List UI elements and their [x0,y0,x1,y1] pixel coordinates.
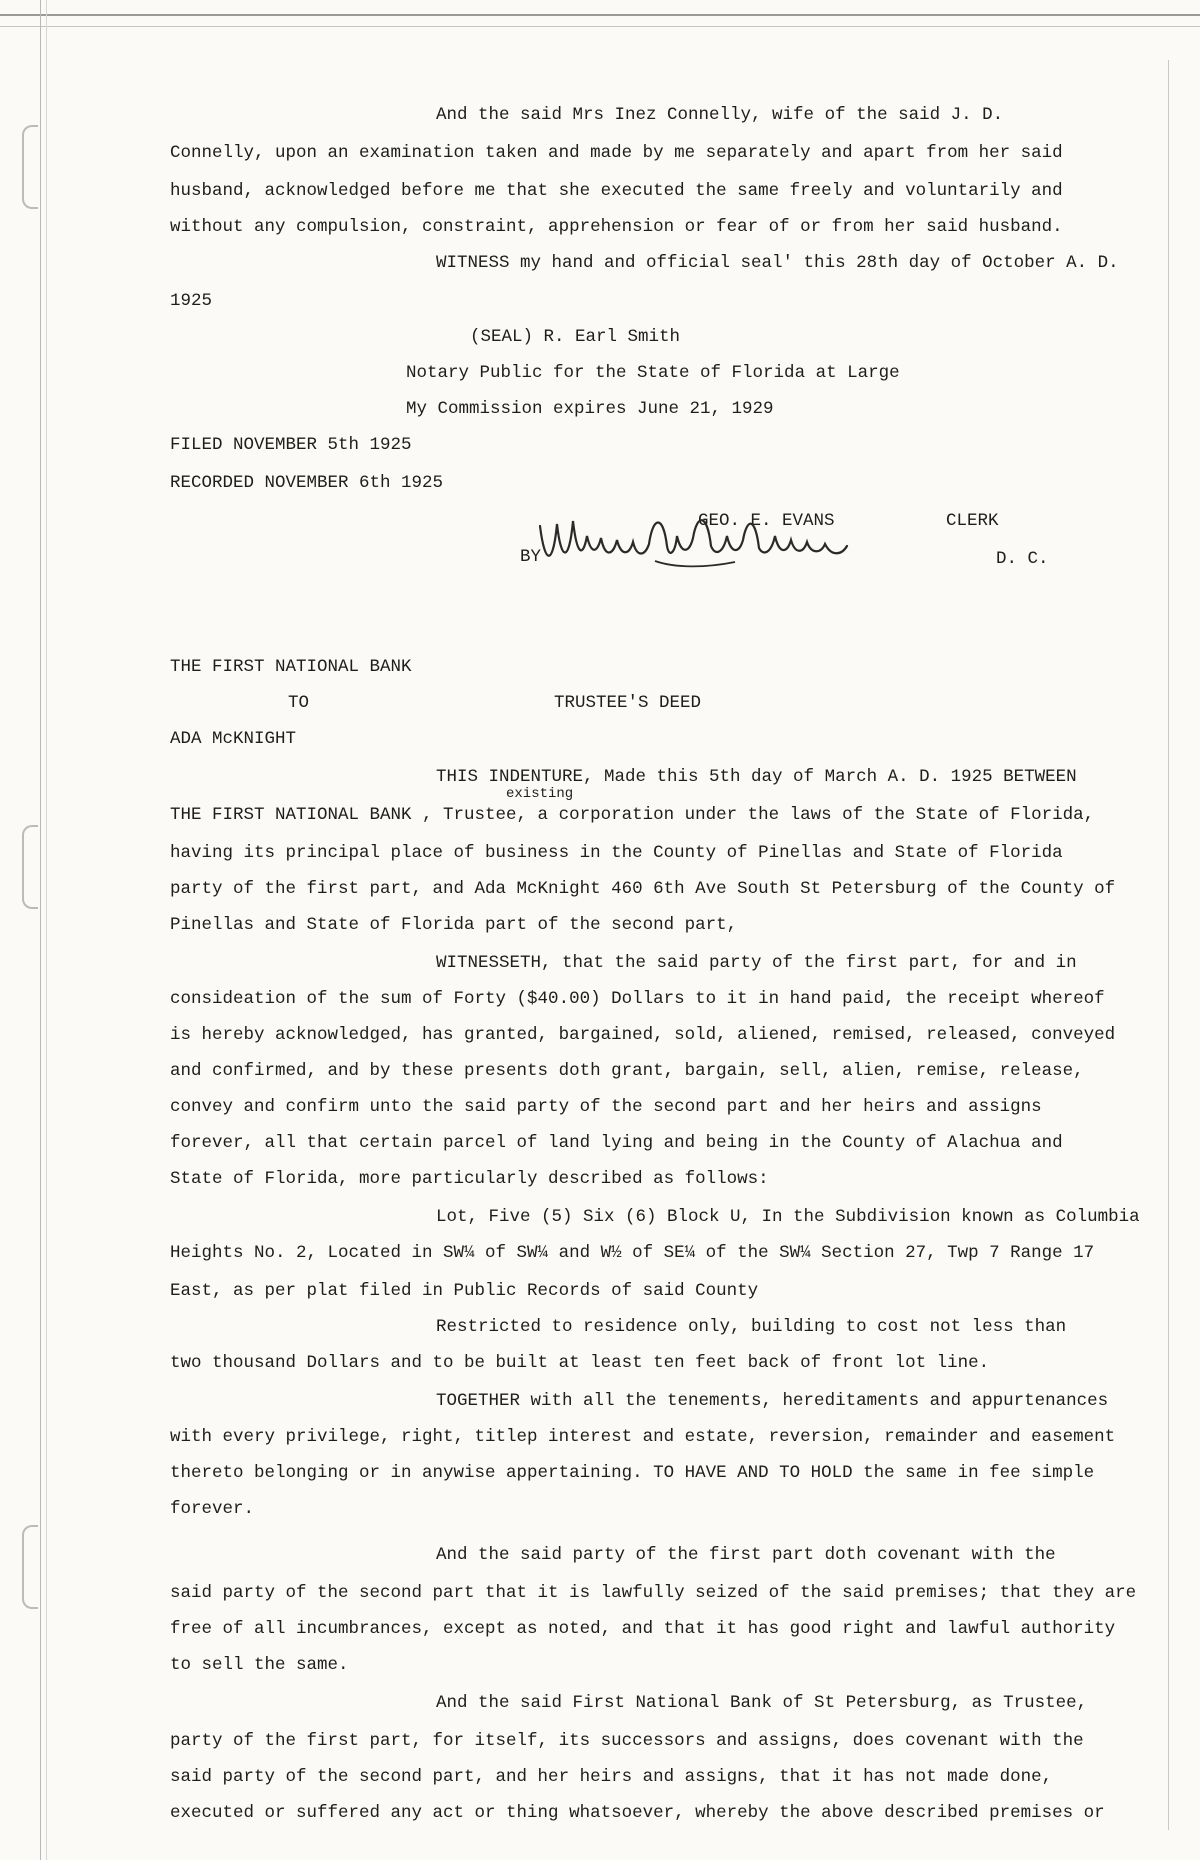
deed-line-7: consideation of the sum of Forty ($40.00) Dollars to it in hand paid, the receipt whereof [170,989,1105,1009]
notary-seal-line: (SEAL) R. Earl Smith [470,327,681,347]
deed-line-25: to sell the same. [170,1655,349,1675]
binder-ring-icon [22,825,38,909]
ack-line-2: Connelly, upon an examination taken and made by me separately and apart from her said [170,143,1063,163]
deed-line-3: having its principal place of business in the County of Pinellas and State of Florida [170,843,1063,863]
deed-line-13: Lot, Five (5) Six (6) Block U, In the Subdivision known as Columbia [436,1207,1140,1227]
deed-line-10: convey and confirm unto the said party of the second part and her heirs and assigns [170,1097,1042,1117]
deed-line-12: State of Florida, more particularly described as follows: [170,1169,769,1189]
clerk-name: GEO. E. EVANS [698,511,835,531]
deed-line-17: two thousand Dollars and to be built at least ten feet back of front lot line. [170,1353,990,1373]
deed-line-23: said party of the second part that it is lawfully seized of the said premises; that they are [170,1583,1137,1603]
grantor-heading: THE FIRST NATIONAL BANK [170,657,412,677]
left-margin-rule [40,0,41,1860]
clerk-title: CLERK [946,511,999,531]
filed-date: FILED NOVEMBER 5th 1925 [170,435,412,455]
ack-year: 1925 [170,291,213,311]
ack-line-1: And the said Mrs Inez Connelly, wife of the said J. D. [436,105,1004,125]
deed-line-20: thereto belonging or in anywise appertaining. TO HAVE AND TO HOLD the same in fee simple [170,1463,1095,1483]
deputy-clerk-signature [535,506,875,576]
deed-line-4: party of the first part, and Ada McKnight 460 6th Ave South St Petersburg of the County of [170,879,1116,899]
deed-line-24: free of all incumbrances, except as noted, and that it has good right and lawful authority [170,1619,1116,1639]
deputy-clerk-title: D. C. [996,549,1049,569]
notary-title: Notary Public for the State of Florida at Large [406,363,900,383]
deed-line-2: THE FIRST NATIONAL BANK , Trustee, a corporation under the laws of the State of Florida, [170,805,1095,825]
recorded-date: RECORDED NOVEMBER 6th 1925 [170,473,444,493]
deed-type-heading: TRUSTEE'S DEED [554,693,702,713]
by-label: BY [520,547,542,567]
deed-line-28: said party of the second part, and her heirs and assigns, that it has not made done, [170,1767,1053,1787]
deed-line-18: TOGETHER with all the tenements, hereditaments and appurtenances [436,1391,1109,1411]
deed-line-8: is hereby acknowledged, has granted, bargained, sold, aliened, remised, released, conveyed [170,1025,1116,1045]
deed-line-29: executed or suffered any act or thing whatsoever, whereby the above described premises or [170,1803,1105,1823]
deed-line-19: with every privilege, right, titlep interest and estate, reversion, remainder and easement [170,1427,1116,1447]
ack-line-4: without any compulsion, constraint, apprehension or fear of or from her said husband. [170,217,1063,237]
deed-line-15: East, as per plat filed in Public Records of said County [170,1281,759,1301]
deed-line-14: Heights No. 2, Located in SW¼ of SW¼ and W½ of SE¼ of the SW¼ Section 27, Twp 7 Range 17 [170,1243,1095,1263]
left-margin-rule-inner [46,0,47,1860]
top-border [0,14,1200,16]
deed-line-26: And the said First National Bank of St Petersburg, as Trustee, [436,1693,1088,1713]
ack-line-3: husband, acknowledged before me that she executed the same freely and voluntarily and [170,181,1063,201]
binder-ring-icon [22,125,38,209]
deed-line-16: Restricted to residence only, building to cost not less than [436,1317,1067,1337]
deed-line-11: forever, all that certain parcel of land lying and being in the County of Alachua and [170,1133,1063,1153]
deed-line-27: party of the first part, for itself, its successors and assigns, does covenant with the [170,1731,1084,1751]
ack-line-5: WITNESS my hand and official seal' this 28th day of October A. D. [436,253,1119,273]
deed-line-5: Pinellas and State of Florida part of the second part, [170,915,738,935]
deed-line-6: WITNESSETH, that the said party of the first part, for and in [436,953,1077,973]
deed-line-22: And the said party of the first part doth covenant with the [436,1545,1056,1565]
deed-line-21: forever. [170,1499,255,1519]
notary-commission: My Commission expires June 21, 1929 [406,399,774,419]
top-border-inner [0,26,1200,27]
deed-line-1: THIS INDENTURE, Made this 5th day of March A. D. 1925 BETWEEN [436,767,1077,787]
deed-line-9: and confirmed, and by these presents doth grant, bargain, sell, alien, remise, release, [170,1061,1084,1081]
to-heading: TO [288,693,310,713]
right-margin-rule [1168,60,1169,1830]
insertion-existing: existing [506,786,574,802]
binder-ring-icon [22,1525,38,1609]
grantee-heading: ADA McKNIGHT [170,729,297,749]
